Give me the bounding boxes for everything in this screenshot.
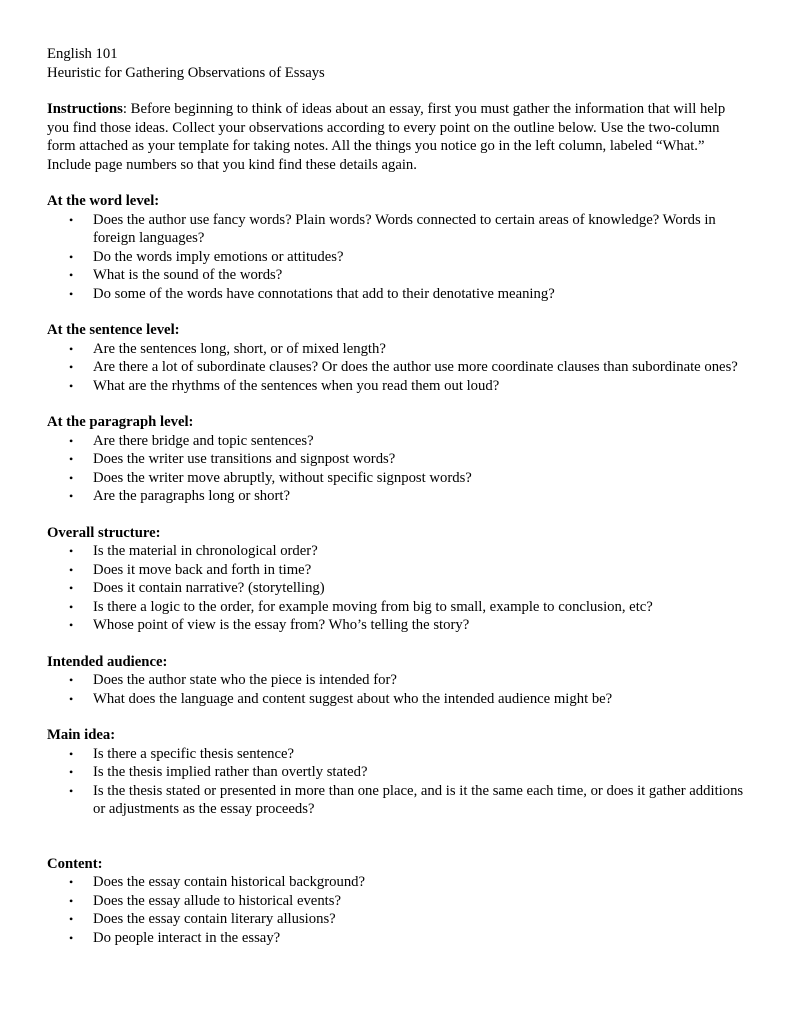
section-heading: At the word level: bbox=[47, 193, 160, 209]
list-item bbox=[47, 266, 747, 285]
course-name: English 101 bbox=[47, 46, 118, 62]
list-item-text: Does the writer move abruptly, without specific signpost words? bbox=[93, 469, 472, 486]
list-item bbox=[47, 598, 747, 617]
list-item-text: What does the language and content suggest about who the intended audience might be? bbox=[93, 690, 613, 707]
section-sentence-level bbox=[47, 321, 747, 395]
list-item bbox=[47, 892, 747, 911]
bullet-icon: • bbox=[69, 746, 74, 761]
list-item bbox=[47, 340, 747, 359]
list-item-text: Are there a lot of subordinate clauses? Or does the author use more coordinate clauses than subordinate ones? bbox=[93, 359, 738, 375]
list-item-text: Is the material in chronological order? bbox=[93, 543, 318, 559]
list-item-text: Are there bridge and topic sentences? bbox=[93, 432, 314, 449]
bullet-list bbox=[47, 873, 747, 947]
instructions-label: Instructions bbox=[47, 101, 123, 117]
bullet-icon: • bbox=[69, 268, 74, 282]
bullet-list bbox=[47, 671, 747, 708]
list-item bbox=[47, 358, 747, 377]
list-item bbox=[47, 579, 747, 598]
list-item bbox=[47, 432, 747, 451]
bullet-icon: • bbox=[69, 360, 74, 374]
bullet-icon: • bbox=[69, 489, 74, 503]
document-title: Heuristic for Gathering Observations of Essays bbox=[47, 64, 325, 81]
list-item-text: Does the essay contain literary allusions? bbox=[93, 911, 336, 927]
section-overall-structure bbox=[47, 524, 747, 635]
list-item-text: Does the essay allude to historical events? bbox=[93, 892, 341, 909]
list-item bbox=[47, 671, 747, 690]
document-page bbox=[47, 45, 747, 947]
bullet-list bbox=[47, 745, 747, 819]
list-item-text: Does the essay contain historical background? bbox=[93, 874, 366, 890]
section-paragraph-level bbox=[47, 413, 747, 506]
list-item bbox=[47, 910, 747, 929]
list-item-text: Does the writer use transitions and signpost words? bbox=[93, 451, 396, 467]
list-item-text: Is there a logic to the order, for example moving from big to small, example to conclusion, etc? bbox=[93, 598, 653, 615]
bullet-icon: • bbox=[69, 433, 74, 448]
bullet-list bbox=[47, 340, 747, 396]
section-word-level bbox=[47, 192, 747, 303]
bullet-icon: • bbox=[69, 341, 74, 356]
bullet-icon: • bbox=[69, 912, 74, 926]
list-item-text: Is the thesis implied rather than overtly stated? bbox=[93, 764, 368, 780]
list-item bbox=[47, 285, 747, 304]
list-item bbox=[47, 248, 747, 267]
instructions-paragraph bbox=[47, 100, 747, 174]
section-heading: Content: bbox=[47, 855, 103, 872]
list-item bbox=[47, 873, 747, 892]
list-item bbox=[47, 561, 747, 580]
list-item-text: Do some of the words have connotations that add to their denotative meaning? bbox=[93, 285, 555, 302]
list-item bbox=[47, 487, 747, 506]
list-item-text: Are the sentences long, short, or of mixed length? bbox=[93, 340, 386, 357]
bullet-icon: • bbox=[69, 691, 74, 706]
list-item-text: Is the thesis stated or presented in more than one place, and is it the same each time, or does it gather additions or adjustments as the essay proceeds? bbox=[93, 782, 744, 817]
list-item-text: Are the paragraphs long or short? bbox=[93, 488, 290, 504]
bullet-icon: • bbox=[69, 765, 74, 779]
list-item bbox=[47, 450, 747, 469]
list-item bbox=[47, 469, 747, 488]
list-item-text: Does it contain narrative? (storytelling) bbox=[93, 580, 325, 596]
bullet-icon: • bbox=[69, 930, 74, 945]
list-item bbox=[47, 211, 747, 248]
bullet-list bbox=[47, 542, 747, 635]
bullet-icon: • bbox=[69, 581, 74, 595]
bullet-icon: • bbox=[69, 286, 74, 301]
bullet-icon: • bbox=[69, 249, 74, 264]
list-item-text: What are the rhythms of the sentences when you read them out loud? bbox=[93, 377, 500, 394]
list-item bbox=[47, 782, 747, 819]
bullet-icon: • bbox=[69, 875, 74, 889]
bullet-icon: • bbox=[69, 212, 74, 227]
list-item bbox=[47, 929, 747, 948]
list-item-text: Do the words imply emotions or attitudes? bbox=[93, 248, 344, 265]
section-content bbox=[47, 855, 747, 948]
list-item bbox=[47, 377, 747, 396]
bullet-icon: • bbox=[69, 544, 74, 558]
bullet-list bbox=[47, 432, 747, 506]
instructions-text: : Before beginning to think of ideas about an essay, first you must gather the information that will help you find those ideas. Collect your observations according to every point on the outline below. Use the two-column form attached as your template for taking notes. All the things you notice go in the left column, labeled “What.” Include page numbers so that you kind find these details again. bbox=[47, 101, 726, 173]
list-item bbox=[47, 763, 747, 782]
list-item-text: Whose point of view is the essay from? Who’s telling the story? bbox=[93, 617, 470, 633]
bullet-icon: • bbox=[69, 599, 74, 614]
bullet-list bbox=[47, 211, 747, 304]
section-main-idea bbox=[47, 726, 747, 819]
bullet-icon: • bbox=[69, 562, 74, 577]
bullet-icon: • bbox=[69, 673, 74, 687]
section-heading: Intended audience: bbox=[47, 653, 168, 670]
bullet-icon: • bbox=[69, 893, 74, 908]
list-item bbox=[47, 616, 747, 635]
section-intended-audience bbox=[47, 653, 747, 709]
list-item-text: Does the author use fancy words? Plain words? Words connected to certain areas of knowledge? Words in foreign languages? bbox=[93, 211, 716, 246]
list-item bbox=[47, 690, 747, 709]
list-item-text: Do people interact in the essay? bbox=[93, 929, 281, 946]
bullet-icon: • bbox=[69, 378, 74, 393]
list-item-text: Is there a specific thesis sentence? bbox=[93, 745, 295, 762]
bullet-icon: • bbox=[69, 470, 74, 485]
section-heading: Main idea: bbox=[47, 727, 116, 743]
bullet-icon: • bbox=[69, 783, 74, 798]
list-item-text: What is the sound of the words? bbox=[93, 267, 283, 283]
section-heading: At the paragraph level: bbox=[47, 414, 194, 430]
bullet-icon: • bbox=[69, 618, 74, 632]
bullet-icon: • bbox=[69, 452, 74, 466]
section-heading: Overall structure: bbox=[47, 524, 161, 541]
list-item bbox=[47, 745, 747, 764]
list-item-text: Does it move back and forth in time? bbox=[93, 561, 312, 578]
section-heading: At the sentence level: bbox=[47, 322, 180, 338]
observation-sections bbox=[47, 192, 747, 947]
list-item bbox=[47, 542, 747, 561]
list-item-text: Does the author state who the piece is intended for? bbox=[93, 672, 397, 688]
